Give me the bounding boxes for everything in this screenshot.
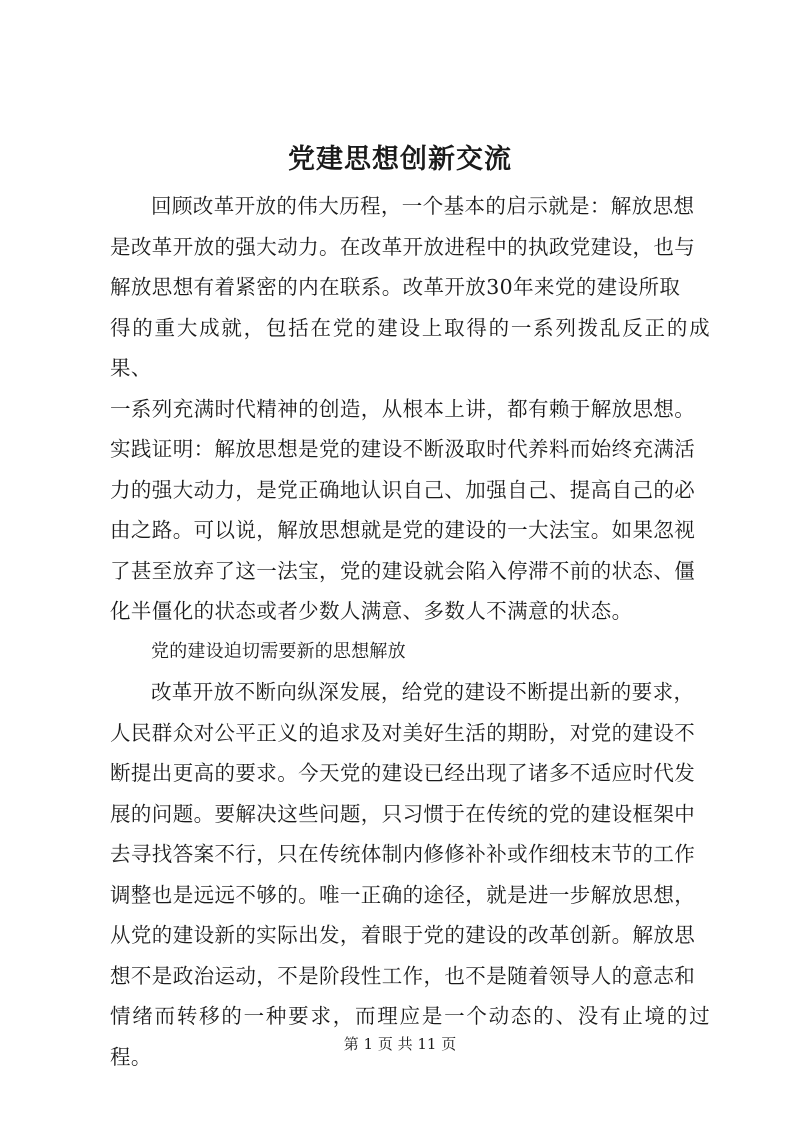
paragraph-1: 回顾改革开放的伟大历程，一个基本的启示就是：解放思想 是改革开放的强大动力。在改革开放进程中的执政党建设，也与 解放思想有着紧密的内在联系。改革开放30年来党的建设所取 得的重大成就，包括在党的建设上取得的一系列拨乱反正的成果、 一系列充满时代精神的创造，从根本上讲，都有赖于解放思想。 实践证明：解放思想是党的建设不断汲取时代养料而始终充满活 力的强大动力，是党正确地认识自己、加强自己、提高自己的必 由之路。可以说，解放思想就是党的建设的一大法宝。如果忽视 了甚至放弃了这一法宝，党的建设就会陷入停滞不前的状态、僵 化半僵化的状态或者少数人满意、多数人不满意的状态。 [110,194,710,623]
paragraph-2: 改革开放不断向纵深发展，给党的建设不断提出新的要求， 人民群众对公平正义的追求及对美好生活的期盼，对党的建设不 断提出更高的要求。今天党的建设已经出现了诸多不适应时代发 展的问题。要解决这些问题，只习惯于在传统的党的建设框架中 去寻找答案不行，只在传统体制内修修补补或作细枝末节的工作 调整也是远远不够的。唯一正确的途径，就是进一步解放思想， 从党的建设新的实际出发，着眼于党的建设的改革创新。解放思 想不是政治运动，不是阶段性工作，也不是随着领导人的意志和 情绪而转移的一种要求，而理应是一个动态的、没有止境的过程。 [110,680,710,1069]
document-body [110,186,710,1077]
document-title: 党建思想创新交流 [288,144,512,175]
section-heading: 党的建设迫切需要新的思想解放 [151,640,406,662]
page-footer: 第 1 页 共 11 页 [343,1035,457,1053]
